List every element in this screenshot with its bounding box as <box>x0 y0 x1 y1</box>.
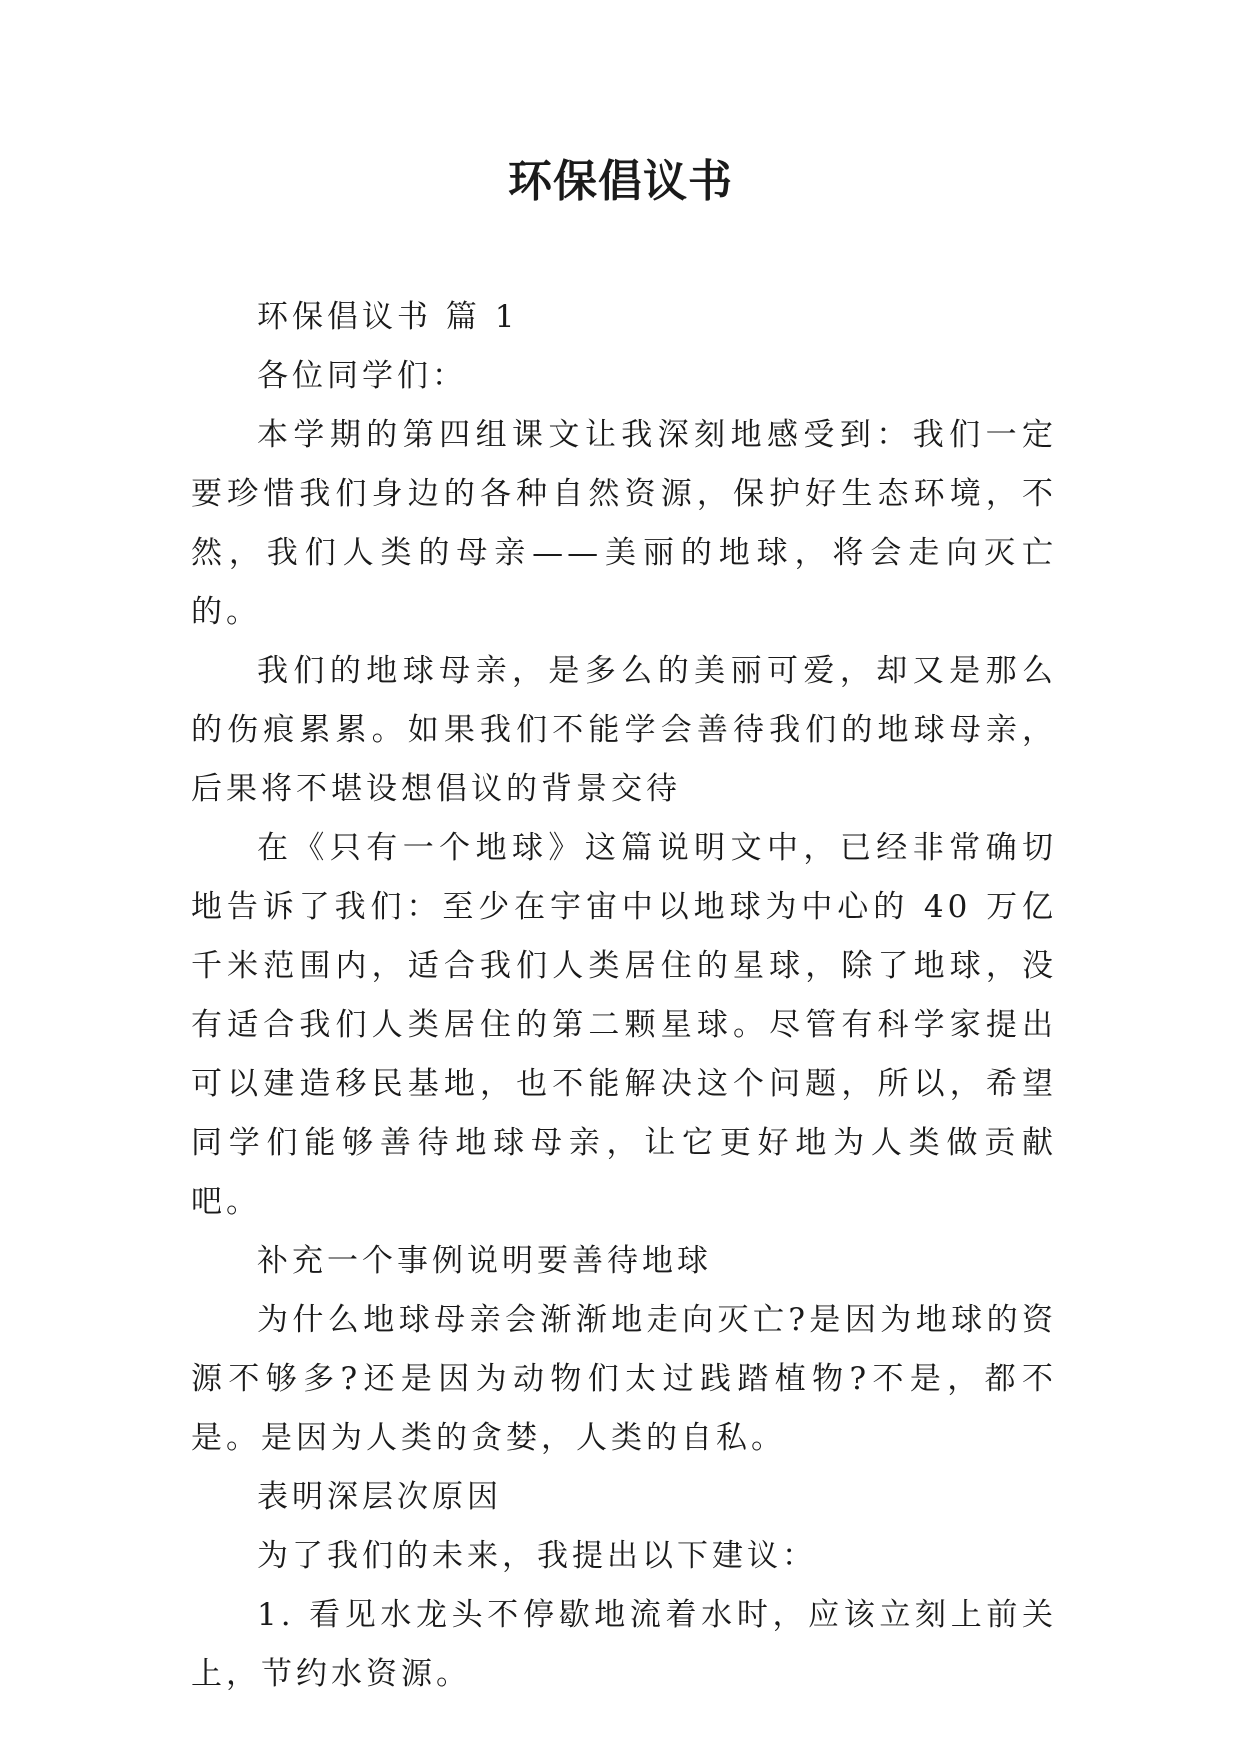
suggestion-item-1: 1. 看见水龙头不停歇地流着水时，应该立刻上前关上，节约水资源。 <box>191 1597 1057 1692</box>
heading-section-1: 环保倡议书 篇 1 <box>257 299 519 335</box>
paragraph-suggestions-intro: 为了我们的未来，我提出以下建议： <box>257 1538 817 1574</box>
salutation: 各位同学们： <box>257 358 467 394</box>
paragraph-reason: 为什么地球母亲会渐渐地走向灭亡?是因为地球的资源不够多?还是因为动物们太过践踏植物?不是，都不是。是因为人类的贪婪，人类的自私。 <box>191 1302 1057 1456</box>
paragraph-intro: 本学期的第四组课文让我深刻地感受到：我们一定要珍惜我们身边的各种自然资源，保护好生态环境，不然，我们人类的母亲——美丽的地球，将会走向灭亡的。 <box>191 417 1057 630</box>
paragraph-earth-mother: 我们的地球母亲，是多么的美丽可爱，却又是那么的伤痕累累。如果我们不能学会善待我们的地球母亲，后果将不堪设想倡议的背景交待 <box>191 653 1057 807</box>
document-body <box>191 288 1057 1704</box>
note-example: 补充一个事例说明要善待地球 <box>257 1243 712 1279</box>
document-title: 环保倡议书 <box>508 156 733 207</box>
note-deep-reason: 表明深层次原因 <box>257 1479 502 1515</box>
paragraph-only-one-earth: 在《只有一个地球》这篇说明文中，已经非常确切地告诉了我们：至少在宇宙中以地球为中心的 40 万亿千米范围内，适合我们人类居住的星球，除了地球，没有适合我们人类居住的第二颗星球。尽管有科学家提出可以建造移民基地，也不能解决这个问题，所以，希望同学们能够善待地球母亲，让它更好地为人类做贡献吧。 <box>191 830 1057 1220</box>
